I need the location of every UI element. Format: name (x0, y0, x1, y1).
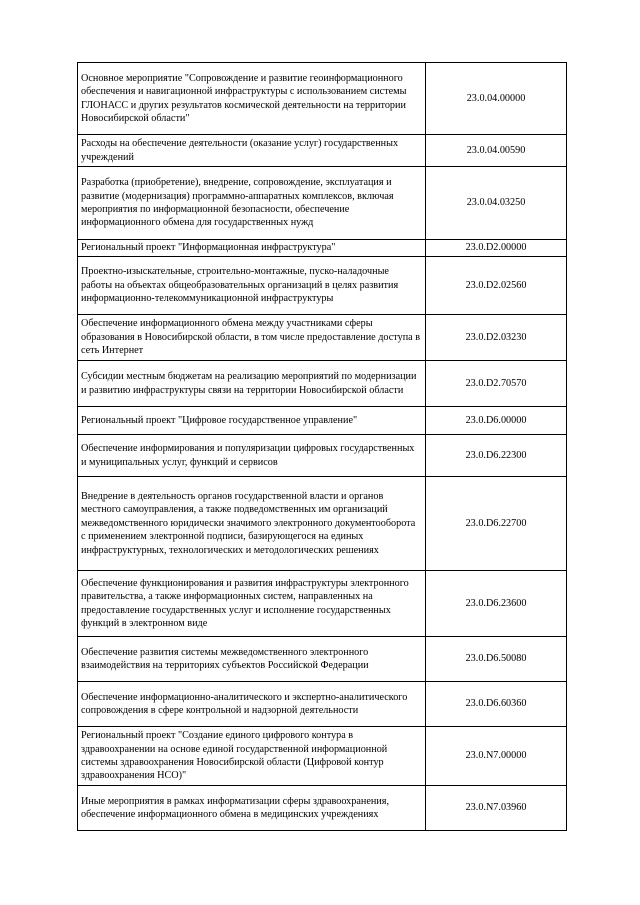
row-name-cell: Иные мероприятия в рамках информатизации сферы здравоохранения, обеспечение информационного обмена в медицинских учреждениях (78, 786, 426, 831)
row-code-cell: 23.0.D2.03230 (426, 315, 567, 361)
row-code-cell: 23.0.D6.60360 (426, 682, 567, 727)
table-row (78, 637, 567, 682)
table-row (78, 407, 567, 435)
row-code-cell: 23.0.04.00590 (426, 135, 567, 167)
table-row (78, 682, 567, 727)
table-row (78, 240, 567, 257)
table-row (78, 63, 567, 135)
table-row (78, 135, 567, 167)
row-code-cell: 23.0.N7.03960 (426, 786, 567, 831)
row-name-cell: Региональный проект "Цифровое государственное управление" (78, 407, 426, 435)
row-name-cell: Субсидии местным бюджетам на реализацию мероприятий по модернизации и развитию инфраструктуры связи на территории Новосибирской области (78, 361, 426, 407)
row-name-cell: Обеспечение информационно-аналитического и экспертно-аналитического сопровождения в сфере контрольной и надзорной деятельности (78, 682, 426, 727)
row-name-cell: Обеспечение функционирования и развития инфраструктуры электронного правительства, а также информационных систем, направленных на предоставление государственных услуг и исполнение государственных функций в электронном виде (78, 571, 426, 637)
table-row (78, 571, 567, 637)
row-code-cell: 23.0.D6.22700 (426, 477, 567, 571)
row-name-cell: Разработка (приобретение), внедрение, сопровождение, эксплуатация и развитие (модернизация) программно-аппаратных комплексов, включая мероприятия по информационной безопасности, обеспечение информационного обмена для государственных нужд (78, 167, 426, 240)
row-code-cell: 23.0.04.03250 (426, 167, 567, 240)
table-row (78, 435, 567, 477)
row-name-cell: Проектно-изыскательные, строительно-монтажные, пуско-наладочные работы на объектах общеобразовательных организаций в целях развития информационно-телекоммуникационной инфраструктуры (78, 257, 426, 315)
table-row (78, 361, 567, 407)
row-name-cell: Обеспечение развития системы межведомственного электронного взаимодействия на территориях субъектов Российской Федерации (78, 637, 426, 682)
row-code-cell: 23.0.D6.50080 (426, 637, 567, 682)
row-code-cell: 23.0.04.00000 (426, 63, 567, 135)
table-row (78, 167, 567, 240)
row-code-cell: 23.0.D6.00000 (426, 407, 567, 435)
row-name-cell: Внедрение в деятельность органов государственной власти и органов местного самоуправления, а также подведомственных им организаций межведомственного юридически значимого электронного документооборота с применением электронной подписи, базирующегося на единых инфраструктурных, технологических и методологических решениях (78, 477, 426, 571)
row-name-cell: Региональный проект "Создание единого цифрового контура в здравоохранении на основе единой государственной информационной системы здравоохранения Новосибирской области (Цифровой контур здравоохранения НСО)" (78, 727, 426, 786)
row-code-cell: 23.0.D6.23600 (426, 571, 567, 637)
row-name-cell: Обеспечение информирования и популяризации цифровых государственных и муниципальных услуг, функций и сервисов (78, 435, 426, 477)
table-row (78, 786, 567, 831)
row-code-cell: 23.0.D2.00000 (426, 240, 567, 257)
row-name-cell: Основное мероприятие "Сопровождение и развитие геоинформационного обеспечения и навигационной инфраструктуры с использованием системы ГЛОНАСС и других результатов космической деятельности на территории Новосибирской области" (78, 63, 426, 135)
budget-classification-table (77, 62, 567, 831)
table-body (78, 63, 567, 831)
table-row (78, 727, 567, 786)
table-row (78, 315, 567, 361)
table-row (78, 477, 567, 571)
row-code-cell: 23.0.D6.22300 (426, 435, 567, 477)
row-code-cell: 23.0.D2.70570 (426, 361, 567, 407)
row-name-cell: Расходы на обеспечение деятельности (оказание услуг) государственных учреждений (78, 135, 426, 167)
row-code-cell: 23.0.D2.02560 (426, 257, 567, 315)
row-name-cell: Обеспечение информационного обмена между участниками сферы образования в Новосибирской области, в том числе предоставление доступа в сеть Интернет (78, 315, 426, 361)
table-row (78, 257, 567, 315)
row-code-cell: 23.0.N7.00000 (426, 727, 567, 786)
row-name-cell: Региональный проект "Информационная инфраструктура" (78, 240, 426, 257)
